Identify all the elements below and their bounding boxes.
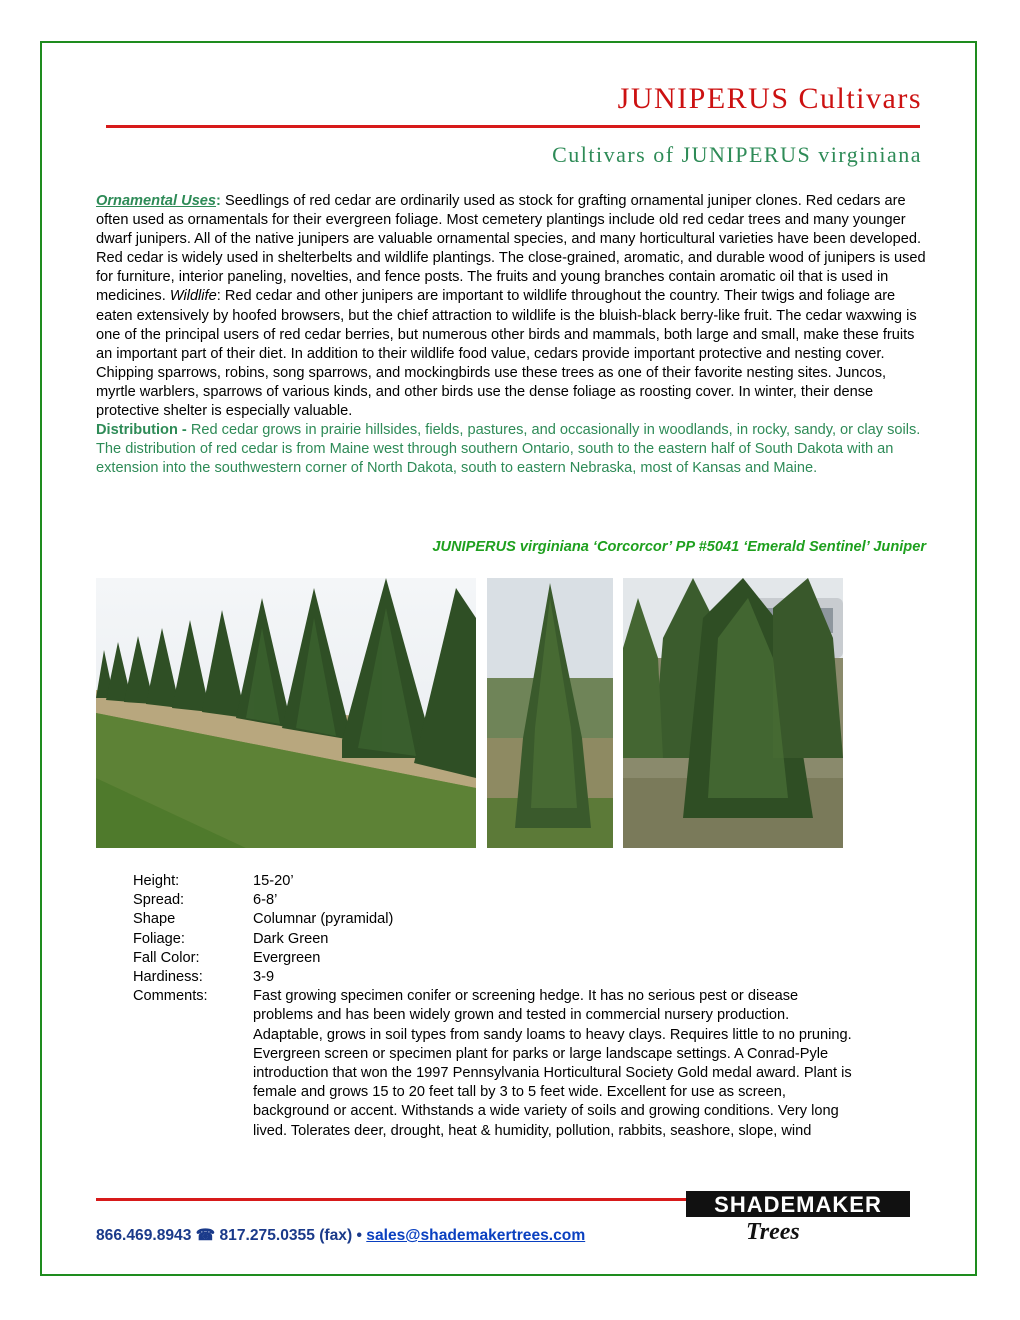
spec-value: Columnar (pyramidal) [253,911,394,928]
photo-juniper-single [487,578,613,848]
spec-label: Height: [133,873,180,889]
spec-value: 6-8’ [253,892,278,909]
spec-value: 3-9 [253,969,275,986]
shademaker-logo [684,1187,914,1243]
footer-rule [96,1198,686,1201]
photo-juniper-single-image [487,578,613,848]
contact-footer [96,1226,585,1245]
spec-value: Evergreen [253,949,321,966]
spec-value: 15-20’ [253,873,294,889]
logo-word: SHADEMAKER [714,1192,882,1217]
spec-row-hardiness [133,968,853,987]
email-link[interactable]: sales@shademakertrees.com [366,1227,586,1244]
spec-row-fall-color [133,949,853,968]
spec-label: Spread: [133,892,185,909]
photo-juniper-row [96,578,476,848]
spec-row-spread [133,891,853,910]
spec-row-comments [133,987,853,1141]
spec-row-shape [133,910,853,929]
title-rule [106,125,920,128]
spec-label: Hardiness: [133,969,203,986]
page-title: JUNIPERUS Cultivars [617,82,922,115]
fax-number: 817.275.0355 (fax) • [215,1227,367,1244]
description-body [96,192,926,478]
spec-label: Fall Color: [133,949,200,966]
shademaker-logo-image [684,1187,914,1243]
distribution-text: Red cedar grows in prairie hillsides, fields, pastures, and occasionally in woodlands, in rocky, sandy, or clay soils. The distribution of red cedar is from Maine west through southern Ontario, south to the eastern half of South Dakota with an extension into the southwestern corner of North Dakota, south to eastern Nebraska, most of Kansas and Maine. [96,422,921,477]
cultivar-caption: JUNIPERUS virginiana ‘Corcorcor’ PP #5041 ‘Emerald Sentinel’ Juniper [432,539,926,555]
logo-script: Trees [746,1219,800,1243]
spec-row-height [133,872,853,891]
photo-juniper-row-image [96,578,476,848]
spec-label: Shape [133,911,176,928]
wildlife-text: : Red cedar and other junipers are important to wildlife throughout the country. Their twigs and foliage are eaten extensively by hoofed browsers, but the chief attraction to wildlife is the bluish-black berry-like fruit. The cedar waxwing is one of the principal users of red cedar berries, but numerous other birds and mammals, both large and small, make these fruits an important part of their diet. In addition to their wildlife food value, cedars provide important protective and nesting cover. Chipping sparrows, robins, song sparrows, and mockingbirds use these trees as one of their favorite nesting sites. Juncos, myrtle warblers, sparrows of various kinds, and other birds use the dense foliage as roosting cover. In winter, their dense protective shelter is especially valuable. [96,288,917,420]
wildlife-label: Wildlife [169,288,217,305]
ornamental-uses-text: Seedlings of red cedar are ordinarily used as stock for grafting ornamental juniper clones. Red cedars are often used as ornamentals for their evergreen foliage. Most cemetery plantings include old red cedar trees and many younger dwarf junipers. All of the native junipers are valuable ornamental species, and many horticultural varieties have been developed. Red cedar is widely used in shelterbelts and wildlife plantings. The close-grained, aromatic, and durable wood of junipers is used for furniture, interior paneling, novelties, and fence posts. The fruits and young branches contain aromatic oil that is used in medicines. [96,193,926,305]
ornamental-uses-colon: : [216,193,221,209]
spec-label: Comments: [133,988,208,1005]
photo-juniper-truck-image [623,578,843,848]
spec-label: Foliage: [133,930,185,947]
photo-juniper-truck [623,578,843,848]
specifications-list [133,872,853,1141]
phone-icon: ☎ [195,1227,216,1244]
spec-row-foliage [133,930,853,949]
ornamental-uses-label: Ornamental Uses [96,193,217,209]
page-subtitle: Cultivars of JUNIPERUS virginiana [552,142,922,167]
distribution-label: Distribution - [96,422,191,439]
phone-number: 866.469.8943 [96,1227,196,1244]
spec-value: Dark Green [253,930,329,947]
spec-value: Fast growing specimen conifer or screening hedge. It has no serious pest or disease problems and has been widely grown and tested in commercial nursery production. Adaptable, grows in soil types from sandy loams to heavy clays. Requires little to no pruning. Evergreen screen or specimen plant for parks or large landscape settings. A Conrad-Pyle introduction that won the 1997 Pennsylvania Horticultural Society Gold medal award. Plant is female and grows 15 to 20 feet tall by 3 to 5 feet wide. Excellent for use as screen, background or accent. Withstands a wide variety of soils and growing conditions. Very long lived. Tolerates deer, drought, heat & humidity, pollution, rabbits, seashore, slope, wind [253,988,852,1139]
